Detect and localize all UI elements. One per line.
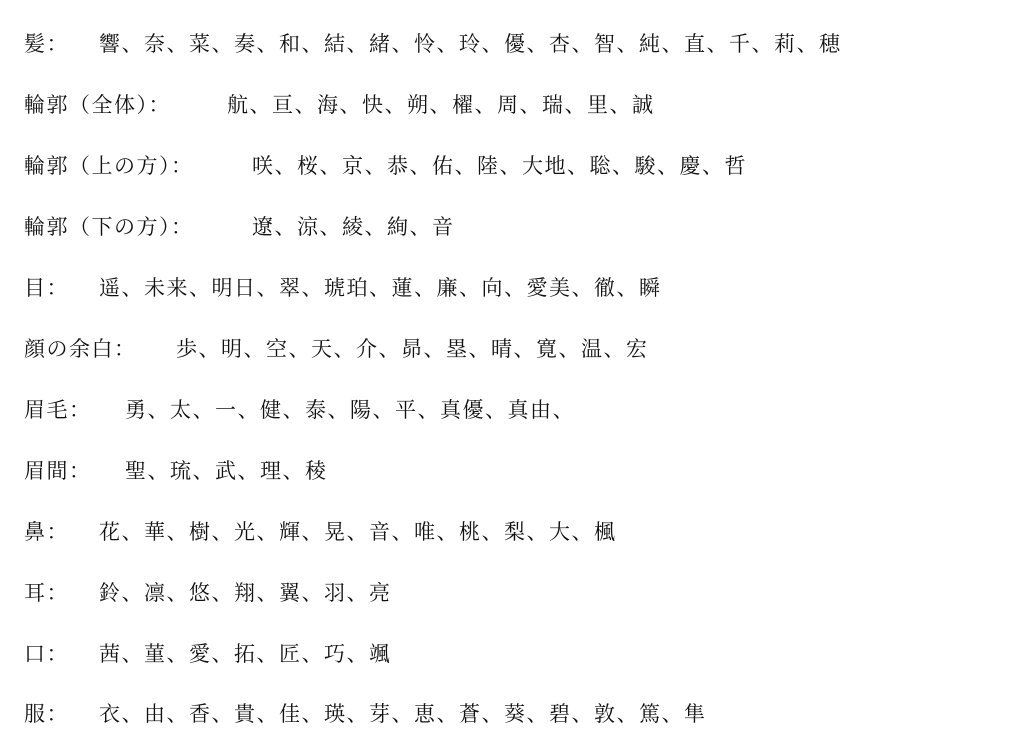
row-label: 輪郭（下の方）： [24, 215, 194, 239]
list-item-outline-lower [24, 211, 455, 241]
list-item-clothes [24, 698, 707, 728]
row-items: 鈴、凛、悠、翔、翼、羽、亮 [99, 581, 392, 605]
list-item-mouth [24, 638, 392, 668]
list-item-glabella [24, 455, 328, 485]
list-item-outline-whole [24, 89, 655, 119]
row-label: 輪郭（上の方）： [24, 154, 194, 178]
row-label: 耳： [24, 581, 69, 605]
row-items: 花、華、樹、光、輝、晃、音、唯、桃、梨、大、楓 [99, 520, 617, 544]
list-item-face-margin [24, 333, 649, 363]
row-label: 鼻： [24, 520, 69, 544]
list-item-hair [24, 28, 842, 58]
list-item-nose [24, 516, 617, 546]
row-items: 咲、桜、京、恭、佑、陸、大地、聡、駿、慶、哲 [252, 154, 747, 178]
list-item-eyes [24, 272, 662, 302]
row-items: 勇、太、一、健、泰、陽、平、真優、真由、 [125, 398, 575, 422]
row-label: 眉毛： [24, 398, 92, 422]
row-label: 口： [24, 642, 69, 666]
row-items: 歩、明、空、天、介、昴、塁、晴、寛、温、宏 [176, 337, 649, 361]
row-label: 目： [24, 276, 69, 300]
row-label: 髪： [24, 32, 69, 56]
row-items: 茜、菫、愛、拓、匠、巧、颯 [99, 642, 392, 666]
row-items: 遥、未来、明日、翠、琥珀、蓮、廉、向、愛美、徹、瞬 [99, 276, 662, 300]
list-item-outline-upper [24, 150, 747, 180]
row-items: 響、奈、菜、奏、和、結、緒、怜、玲、優、杏、智、純、直、千、莉、穂 [99, 32, 842, 56]
row-label: 輪郭（全体）： [24, 93, 171, 117]
row-items: 聖、琉、武、理、稜 [125, 459, 328, 483]
row-label: 服： [24, 702, 69, 726]
list-item-ears [24, 577, 392, 607]
list-item-eyebrows [24, 394, 575, 424]
row-label: 眉間： [24, 459, 92, 483]
row-items: 遼、涼、綾、絢、音 [252, 215, 455, 239]
row-label: 顔の余白： [24, 337, 137, 361]
row-items: 航、亘、海、快、朔、櫂、周、瑞、里、誠 [227, 93, 655, 117]
row-items: 衣、由、香、貴、佳、瑛、芽、恵、蒼、葵、碧、敦、篤、隼 [99, 702, 707, 726]
